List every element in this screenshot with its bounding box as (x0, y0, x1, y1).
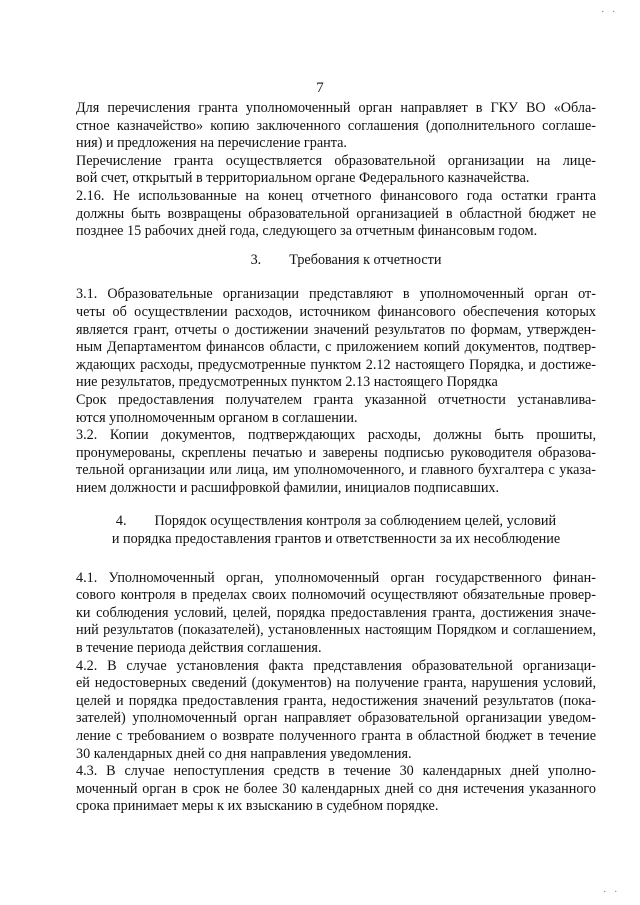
paragraph-p42 (76, 658, 596, 764)
paragraph-p43 (76, 763, 596, 816)
text-line: 4.1. Уполномоченный орган, уполномоченный орган государственного финан- (76, 569, 596, 586)
text-line: 4.2. В случае установления факта представления образовательной организаци- (76, 657, 596, 674)
text-line: является грант, отчеты о достижении значений результатов по формам, утвержден- (76, 321, 596, 338)
section-3-number: 3. (250, 251, 262, 268)
text-line: в течение периода действия соглашения. (76, 640, 322, 657)
paragraph-p32a (76, 392, 596, 427)
text-line: моченный орган в срок не более 30 календарных дней со дня истечения указанного (76, 780, 596, 797)
text-line: 30 календарных дней со дня направления уведомления. (76, 745, 412, 762)
text-line: сового контроля в пределах своих полномочий осуществляют обязательные провер- (76, 587, 596, 604)
section-3-title: Требования к отчетности (289, 251, 442, 268)
text-line: зателей) уполномоченный орган направляет образовательной организации уведом- (76, 710, 596, 727)
text-line: тельной организации или лица, им уполномоченного, и главного бухгалтера с указа- (76, 462, 596, 479)
page-number: 7 (316, 80, 324, 96)
text-line: 3.2. Копии документов, подтверждающих расходы, должны быть прошиты, (76, 427, 596, 444)
text-line: должны быть возвращены образовательной организацией в областной бюджет не (76, 205, 596, 222)
text-line: четы об осуществлении расходов, источником финансового обеспечения которых (76, 303, 596, 320)
text-line: 4.3. В случае непоступления средств в течение 30 календарных дней уполно- (76, 763, 596, 780)
paragraph-p2 (76, 153, 596, 188)
text-line: пронумерованы, скреплены печатью и заверены подписью руководителя образова- (76, 444, 596, 461)
text-line: срока принимает меры к их взысканию в судебном порядке. (76, 798, 439, 815)
text-line: ния) и предложения на перечисление гранта. (76, 135, 347, 152)
text-line: Срок предоставления получателем гранта указанной отчетности устанавлива- (76, 391, 596, 408)
section-4-number: 4. (115, 513, 127, 530)
corner-mark-top: . . (601, 4, 618, 15)
text-line: стное казначейство» копию заключенного соглашения (дополнительного соглаше- (76, 117, 596, 134)
text-line: ление с требованием о возврате полученного гранта в областной бюджет в течение (76, 728, 596, 744)
text-line: нием должности и расшифровкой фамилии, инициалов подписавших. (76, 479, 500, 496)
text-line: ний результатов (показателей), установленных настоящим Порядком и соглашением, (76, 622, 596, 639)
section-4-title-line-1: Порядок осуществления контроля за соблюдением целей, условий (154, 513, 557, 530)
paragraph-p3 (76, 188, 596, 241)
text-line: вой счет, открытый в территориальном органе Федерального казначейства. (76, 170, 530, 187)
text-line: ей недостоверных сведений (документов) на получение гранта, нарушения условий, (76, 675, 596, 692)
text-line: 2.16. Не использованные на конец отчетного финансового года остатки гранта (76, 187, 596, 204)
text-line: Перечисление гранта осуществляется образовательной организации на лице- (76, 152, 596, 169)
text-line: ки соблюдения условий, целей, порядка предоставления гранта, достижения значе- (76, 604, 596, 621)
text-line: ние результатов, предусмотренных пунктом 2.13 настоящего Порядка (76, 374, 498, 391)
text-line: Для перечисления гранта уполномоченный орган направляет в ГКУ ВО «Обла- (76, 100, 596, 116)
corner-mark-bottom: . . (603, 884, 620, 895)
paragraph-p41 (76, 570, 596, 658)
section-3-heading (76, 252, 596, 270)
paragraph-p32 (76, 427, 596, 497)
section-4-heading (76, 513, 596, 548)
text-line: позднее 15 рабочих дней года, следующего за отчетным финансовым годом. (76, 223, 538, 240)
section-4-title-line-2: и порядка предоставления грантов и ответственности за их несоблюдение (111, 531, 561, 548)
text-line: 3.1. Образовательные организации представляют в уполномоченный орган от- (76, 286, 596, 303)
text-line: ются уполномоченным органом в соглашении. (76, 409, 358, 426)
text-line: целей и порядка предоставления гранта, недостижения значений результатов (пока- (76, 692, 596, 709)
document-body (76, 100, 596, 816)
text-line: ждающих расходы, предусмотренные пунктом 2.12 настоящего Порядка, и достиже- (76, 356, 596, 373)
paragraph-p31 (76, 286, 596, 392)
text-line: ным Департаментом финансов области, с приложением копий документов, подтвер- (76, 339, 596, 356)
paragraph-p1 (76, 100, 596, 153)
